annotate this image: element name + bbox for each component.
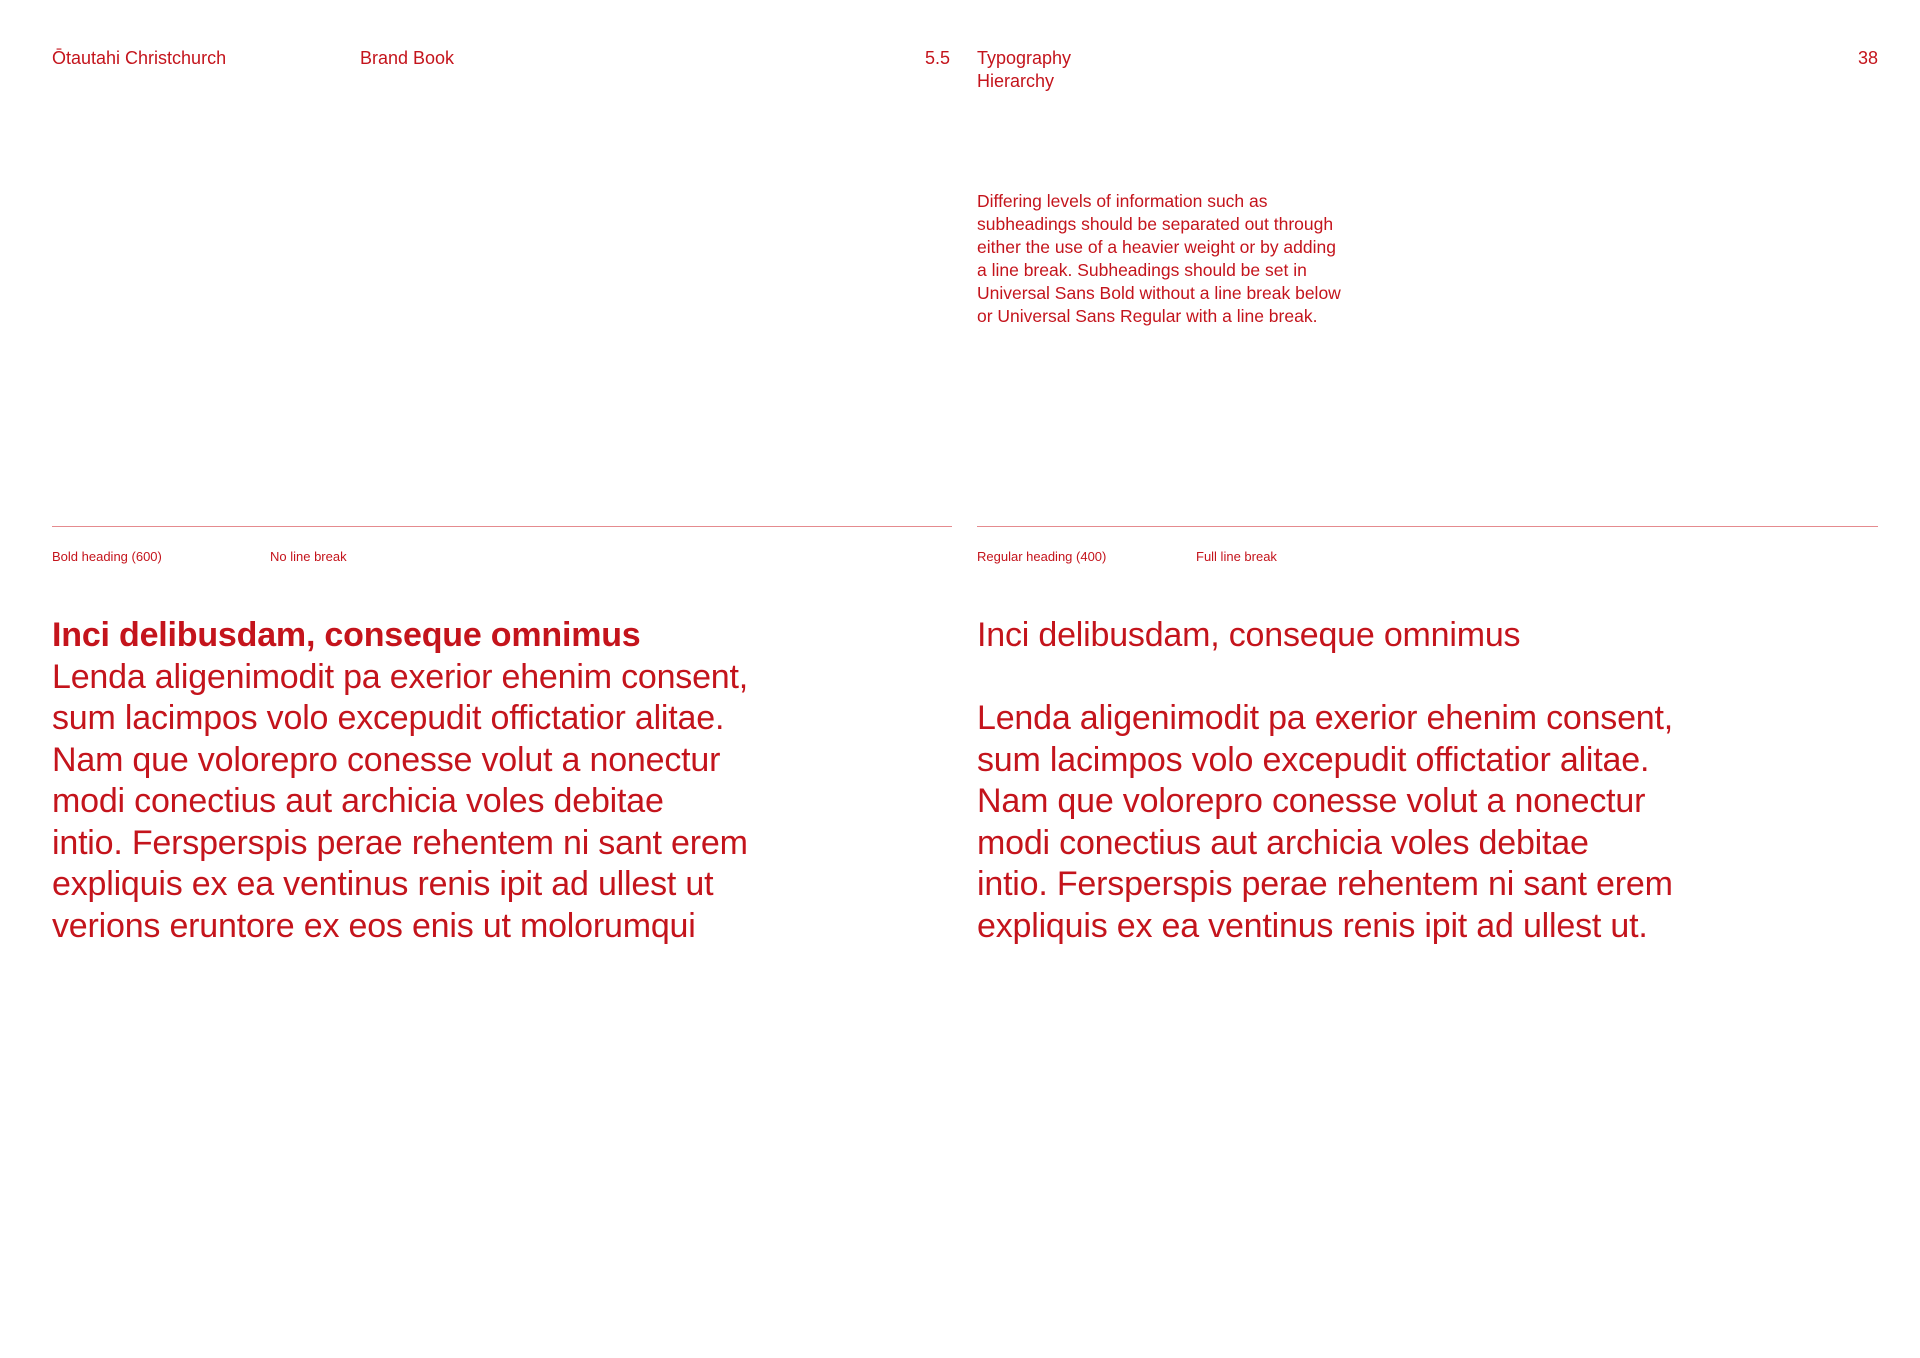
sample-body-line: intio. Fersperspis perae rehentem ni sant erem <box>977 865 1673 903</box>
sample-body-line: modi conectius aut archicia voles debitae <box>52 782 664 820</box>
sample-heading-bold: Inci delibusdam, conseque omnimus <box>52 616 641 654</box>
intro-line: Universal Sans Bold without a line break below <box>977 283 1341 303</box>
right-caption-style: Regular heading (400) <box>977 549 1107 564</box>
line-break-spacer <box>977 657 1673 699</box>
intro-line: either the use of a heavier weight or by adding <box>977 237 1336 257</box>
left-caption-break: No line break <box>270 549 347 564</box>
sample-heading-regular: Inci delibusdam, conseque omnimus <box>977 616 1521 654</box>
regular-heading-sample <box>977 615 1673 947</box>
header-section-number: 5.5 <box>924 48 950 68</box>
page-title-line2: Hierarchy <box>977 71 1055 91</box>
header-org: Ōtautahi Christchurch <box>52 48 227 68</box>
sample-body-line: Lenda aligenimodit pa exerior ehenim consent, <box>52 657 749 696</box>
page-title-line1: Typography <box>977 48 1072 68</box>
sample-body-line: Lenda aligenimodit pa exerior ehenim consent, <box>977 699 1674 737</box>
sample-body-line: intio. Fersperspis perae rehentem ni sant erem <box>52 823 748 862</box>
sample-body-line: expliquis ex ea ventinus renis ipit ad ullest ut <box>52 865 714 903</box>
sample-body-line: Nam que volorepro conesse volut a nonectur <box>977 782 1646 820</box>
right-caption-break: Full line break <box>1196 549 1277 564</box>
header-publication: Brand Book <box>360 48 455 68</box>
intro-line: or Universal Sans Regular with a line break. <box>977 306 1318 326</box>
sample-body-line: sum lacimpos volo excepudit offictatior alitae. <box>977 740 1650 779</box>
left-divider <box>52 526 952 527</box>
sample-body-line: expliquis ex ea ventinus renis ipit ad ullest ut. <box>977 906 1648 945</box>
intro-line: a line break. Subheadings should be set in <box>977 260 1307 280</box>
left-caption-style: Bold heading (600) <box>52 549 162 564</box>
intro-line: Differing levels of information such as <box>977 191 1268 211</box>
sample-body-line: Nam que volorepro conesse volut a nonectur <box>52 740 721 779</box>
page-number: 38 <box>1857 48 1878 68</box>
page-title <box>977 47 1071 93</box>
bold-heading-sample <box>52 615 748 947</box>
intro-paragraph <box>977 190 1397 328</box>
sample-body-line: modi conectius aut archicia voles debitae <box>977 823 1589 862</box>
intro-line: subheadings should be separated out through <box>977 214 1334 234</box>
sample-body-line: sum lacimpos volo excepudit offictatior alitae. <box>52 699 725 737</box>
sample-body-line: verions eruntore ex eos enis ut molorumqui <box>52 906 696 945</box>
right-divider <box>977 526 1878 527</box>
